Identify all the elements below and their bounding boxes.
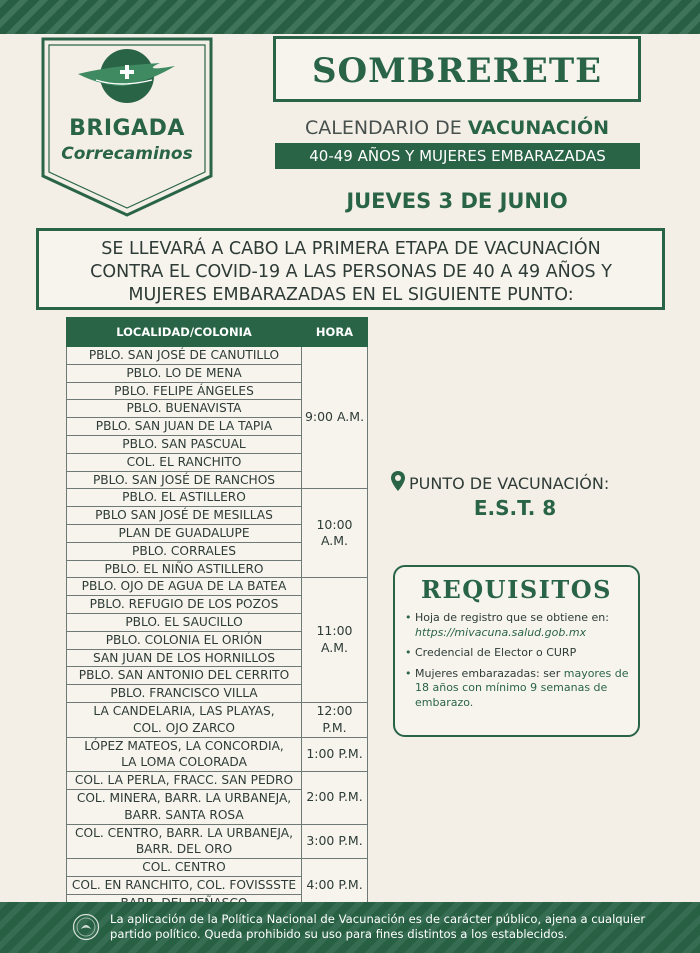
- locality-cell: [67, 435, 302, 453]
- locality-cell: [67, 702, 302, 737]
- locality-cell: [67, 364, 302, 382]
- locality-name: COL. LA PERLA, FRACC. SAN PEDRO: [74, 773, 294, 788]
- municipality-title: SOMBRERETE: [311, 51, 603, 91]
- locality-name: PBLO. OJO DE AGUA DE LA BATEA: [81, 579, 287, 594]
- intro-text: [47, 238, 655, 307]
- time-cell: 12:00 P.M.: [302, 702, 368, 737]
- location-pin-icon: [390, 470, 406, 496]
- locality-cell: [67, 631, 302, 649]
- locality-name: COL. CENTRO: [142, 860, 226, 875]
- national-seal-icon: [72, 913, 100, 941]
- time-cell: 11:00 A.M.: [302, 578, 368, 703]
- requirements-title: REQUISITOS: [421, 575, 612, 604]
- time-cell: 9:00 A.M.: [302, 347, 368, 489]
- footer-disclaimer: La aplicación de la Política Nacional de Vacunación es de carácter público, ajena a cualquier partido político. Queda prohibido su uso para fines distintos a los establecidos.: [110, 912, 646, 941]
- locality-cell: [67, 524, 302, 542]
- registration-link[interactable]: https://mivacuna.salud.gob.mx: [415, 625, 587, 639]
- vaccination-point-value: E.S.T. 8: [473, 496, 557, 520]
- time-cell: 2:00 P.M.: [302, 772, 368, 824]
- locality-cell: [67, 418, 302, 436]
- intro-box: [36, 228, 665, 310]
- time-cell: 4:00 P.M.: [302, 859, 368, 912]
- locality-name: PLAN DE GUADALUPE: [118, 525, 250, 540]
- requirements-box: [393, 565, 640, 737]
- locality-name: COL. MINERA, BARR. LA URBANEJA,: [76, 790, 292, 805]
- calendar-title-highlight: VACUNACIÓN: [467, 117, 609, 139]
- locality-name: PBLO. EL NIÑO ASTILLERO: [104, 561, 264, 576]
- locality-cell: [67, 859, 302, 877]
- locality-cell: [67, 578, 302, 596]
- column-header-hora: HORA: [302, 318, 368, 347]
- locality-cell: [67, 596, 302, 614]
- vaccination-point-label-text: PUNTO DE VACUNACIÓN:: [409, 474, 610, 493]
- municipality-title-box: [273, 36, 641, 102]
- locality-cell: [67, 737, 302, 772]
- locality-name: LÓPEZ MATEOS, LA CONCORDIA,: [84, 738, 284, 753]
- time-cell: 1:00 P.M.: [302, 737, 368, 772]
- schedule-table: [66, 317, 368, 913]
- locality-name: PBLO. BUENAVISTA: [126, 401, 242, 416]
- requirement-item: [405, 667, 633, 711]
- locality-name: PBLO. COLONIA EL ORIÓN: [105, 632, 263, 647]
- locality-name: BARR. SANTA ROSA: [124, 807, 244, 822]
- locality-name: LA CANDELARIA, LAS PLAYAS,: [93, 703, 275, 718]
- locality-name: BARR. DEL ORO: [135, 842, 233, 857]
- requirement-item: [405, 611, 633, 640]
- table-row: [67, 347, 368, 365]
- locality-cell: [67, 489, 302, 507]
- requirement-item: [405, 646, 633, 661]
- intro-line: CONTRA EL COVID-19 A LAS PERSONAS DE 40 A 49 AÑOS Y: [90, 262, 612, 282]
- population-banner: 40-49 AÑOS Y MUJERES EMBARAZADAS: [275, 143, 640, 169]
- intro-line: MUJERES EMBARAZADAS EN EL SIGUIENTE PUNTO:: [128, 285, 574, 305]
- calendar-title: [272, 117, 642, 139]
- locality-cell: [67, 772, 302, 790]
- locality-cell: [67, 789, 302, 824]
- calendar-title-prefix: CALENDARIO DE: [304, 117, 468, 139]
- requirement-highlight: mayores de 18 años con mínimo 9 semanas de embarazo.: [415, 666, 629, 709]
- vaccination-point-label: [390, 470, 640, 496]
- locality-name: PBLO. REFUGIO DE LOS POZOS: [89, 597, 279, 612]
- logo-title: BRIGADA: [69, 116, 185, 141]
- table-row: [67, 824, 368, 859]
- locality-name: PBLO. CORRALES: [131, 543, 237, 558]
- locality-name: PBLO. FRANCISCO VILLA: [110, 686, 258, 701]
- locality-name: LA LOMA COLORADA: [121, 755, 247, 770]
- locality-name: PBLO. EL ASTILLERO: [122, 490, 246, 505]
- column-header-localidad: LOCALIDAD/COLONIA: [67, 318, 302, 347]
- locality-name: COL. EN RANCHITO, COL. FOVISSSTE: [71, 877, 297, 892]
- locality-name: COL. CENTRO, BARR. LA URBANEJA,: [75, 825, 293, 840]
- locality-cell: [67, 453, 302, 471]
- locality-cell: [67, 471, 302, 489]
- locality-cell: [67, 876, 302, 894]
- time-cell: 3:00 P.M.: [302, 824, 368, 859]
- locality-name: SAN JUAN DE LOS HORNILLOS: [92, 650, 276, 665]
- locality-cell: [67, 542, 302, 560]
- locality-name: PBLO. SAN PASCUAL: [122, 436, 246, 451]
- time-cell: 10:00 A.M.: [302, 489, 368, 578]
- table-row: [67, 859, 368, 877]
- locality-name: COL. EL RANCHITO: [126, 454, 242, 469]
- locality-cell: [67, 613, 302, 631]
- roadrunner-cross-icon: [78, 49, 175, 103]
- locality-name: PBLO. FELIPE ÁNGELES: [114, 383, 254, 398]
- schedule-body: [67, 347, 368, 913]
- locality-name: PBLO. EL SAUCILLO: [125, 614, 243, 629]
- table-row: [67, 489, 368, 507]
- locality-cell: [67, 347, 302, 365]
- locality-cell: [67, 649, 302, 667]
- locality-name: PBLO SAN JOSÉ DE MESILLAS: [95, 508, 273, 523]
- locality-cell: [67, 400, 302, 418]
- locality-cell: [67, 507, 302, 525]
- logo-subtitle: Correcaminos: [61, 144, 193, 164]
- brigada-logo: [40, 36, 214, 218]
- requirements-list: [405, 611, 633, 716]
- table-row: [67, 737, 368, 772]
- requirement-text: Mujeres embarazadas: ser: [415, 666, 564, 680]
- requirement-text: Credencial de Elector o CURP: [415, 646, 577, 659]
- locality-name: PBLO. SAN ANTONIO DEL CERRITO: [78, 668, 290, 683]
- schedule-header-row: [67, 318, 368, 347]
- table-row: [67, 772, 368, 790]
- locality-cell: [67, 824, 302, 859]
- table-row: [67, 578, 368, 596]
- requirement-text: Hoja de registro que se obtiene en:: [415, 611, 609, 624]
- table-row: [67, 702, 368, 737]
- locality-cell: [67, 382, 302, 400]
- locality-name: PBLO. SAN JOSÉ DE CANUTILLO: [88, 348, 280, 362]
- vaccination-date: JUEVES 3 DE JUNIO: [346, 189, 568, 213]
- locality-cell: [67, 667, 302, 685]
- locality-cell: [67, 560, 302, 578]
- locality-name: PBLO. SAN JUAN DE LA TAPIA: [95, 419, 273, 434]
- locality-name: PBLO. LO DE MENA: [126, 365, 242, 380]
- intro-line: SE LLEVARÁ A CABO LA PRIMERA ETAPA DE VACUNACIÓN: [101, 239, 601, 259]
- locality-name: PBLO. SAN JOSÉ DE RANCHOS: [92, 472, 276, 487]
- locality-name: COL. OJO ZARCO: [133, 720, 235, 735]
- top-decorative-band: [0, 0, 700, 34]
- locality-cell: [67, 685, 302, 703]
